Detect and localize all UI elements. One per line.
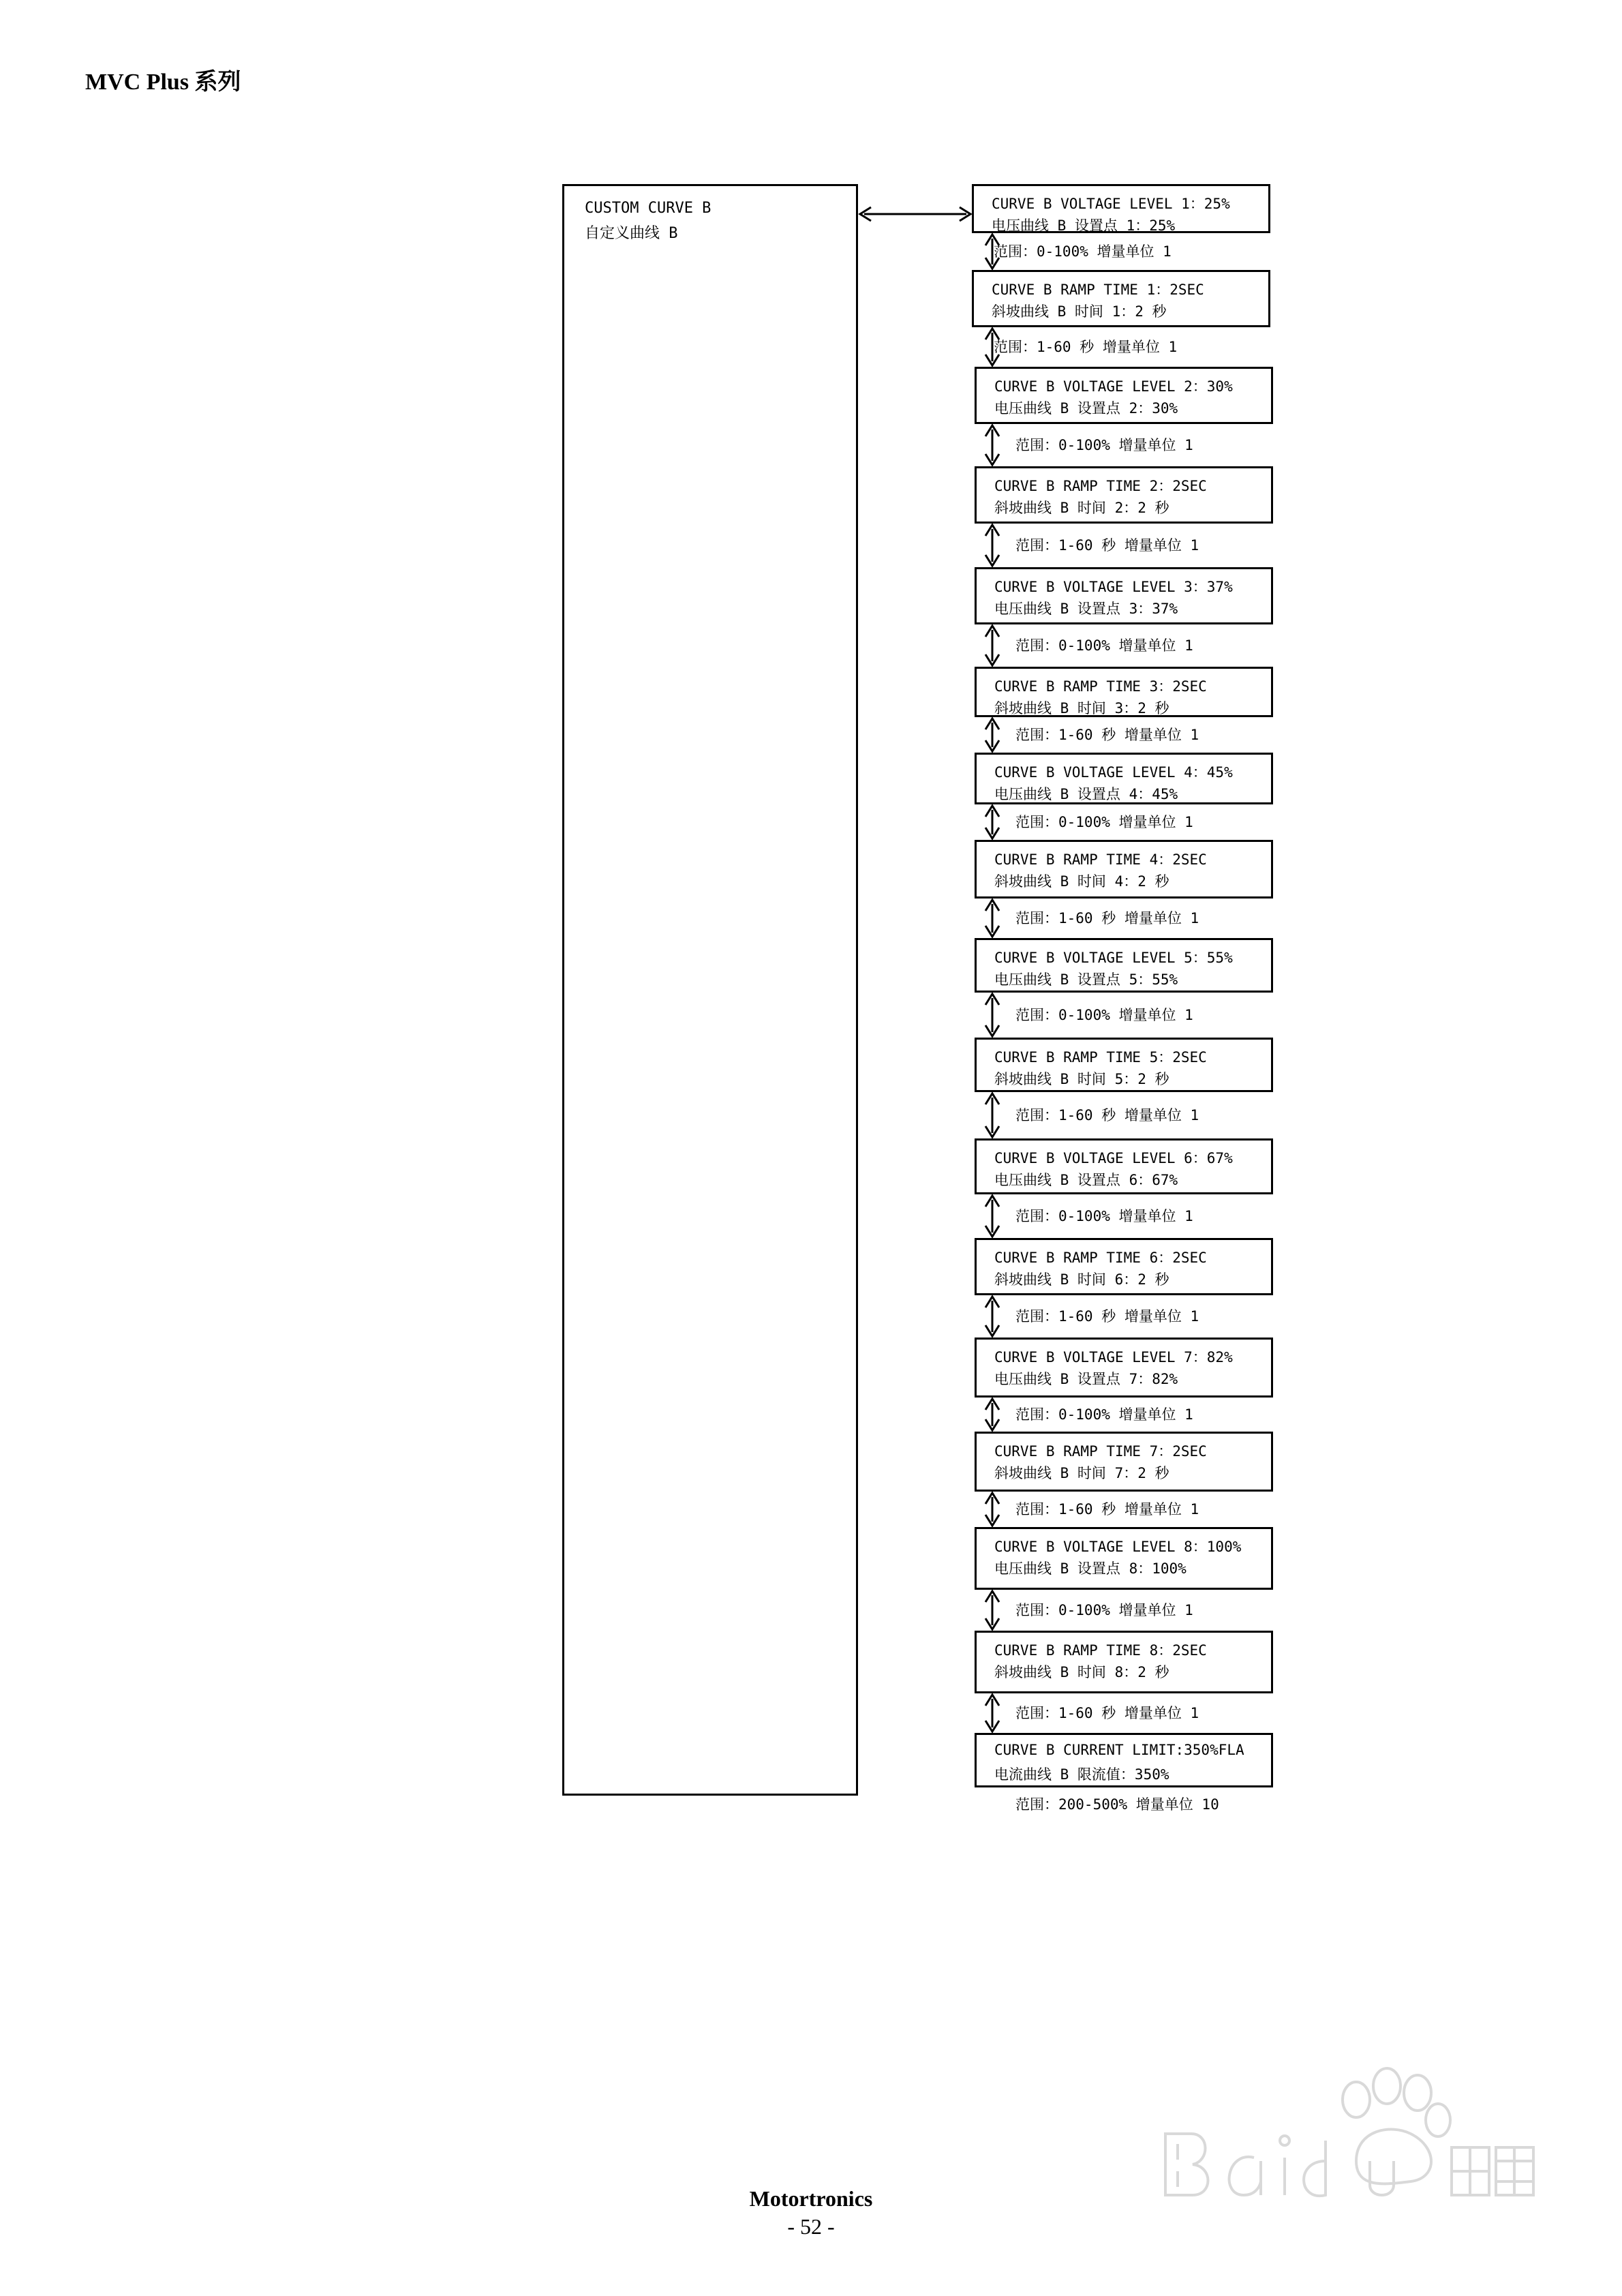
parameter-range-text: 范围：0-100% 增量单位 1 <box>994 243 1172 260</box>
parameter-range-text: 范围：1-60 秒 增量单位 1 <box>1015 1308 1199 1325</box>
parameter-label-cn: 电压曲线 B 设置点 2：30% <box>994 400 1178 417</box>
parameter-box-17 <box>975 1733 1273 1787</box>
parameter-label-en: CURVE B VOLTAGE LEVEL 4：45% <box>994 764 1233 781</box>
parameter-box-7 <box>975 753 1273 804</box>
parameter-label-en: CURVE B VOLTAGE LEVEL 1：25% <box>992 196 1230 212</box>
parameter-box-12 <box>975 1238 1273 1295</box>
parameter-label-en: CURVE B RAMP TIME 6：2SEC <box>994 1250 1207 1266</box>
parameter-range-text: 范围：0-100% 增量单位 1 <box>1015 1007 1193 1023</box>
parameter-range-text: 范围：1-60 秒 增量单位 1 <box>1015 1705 1199 1721</box>
parameter-range-text: 范围：0-100% 增量单位 1 <box>1015 637 1193 654</box>
parameter-range-text: 范围：0-100% 增量单位 1 <box>1015 1208 1193 1224</box>
parameter-box-6 <box>975 667 1273 717</box>
parameter-label-en: CURVE B VOLTAGE LEVEL 6：67% <box>994 1150 1233 1166</box>
parameter-label-en: CURVE B VOLTAGE LEVEL 8：100% <box>994 1539 1242 1555</box>
parameter-range-text: 范围：1-60 秒 增量单位 1 <box>1015 727 1199 743</box>
parameter-label-cn: 斜坡曲线 B 时间 4：2 秒 <box>994 873 1169 890</box>
page-header-title: MVC Plus 系列 <box>85 70 241 95</box>
parameter-label-cn: 电压曲线 B 设置点 5：55% <box>994 971 1178 988</box>
parameter-box-11 <box>975 1138 1273 1194</box>
parameter-label-en: CURVE B RAMP TIME 1：2SEC <box>992 282 1204 298</box>
parameter-box-4 <box>975 466 1273 524</box>
parameter-range-text: 范围：1-60 秒 增量单位 1 <box>1015 1107 1199 1123</box>
parameter-range-text: 范围：0-100% 增量单位 1 <box>1015 437 1193 453</box>
parameter-box-14 <box>975 1432 1273 1492</box>
parameter-label-en: CURVE B CURRENT LIMIT:350%FLA <box>994 1742 1244 1758</box>
parameter-label-en: CURVE B VOLTAGE LEVEL 7：82% <box>994 1349 1233 1365</box>
parameter-label-cn: 电压曲线 B 设置点 6：67% <box>994 1172 1178 1188</box>
parameter-label-cn: 斜坡曲线 B 时间 6：2 秒 <box>994 1271 1169 1288</box>
baidu-watermark-logo <box>1152 2059 1540 2229</box>
parameter-box-8 <box>975 840 1273 898</box>
parameter-label-cn: 斜坡曲线 B 时间 7：2 秒 <box>994 1465 1169 1481</box>
parameter-range-text: 范围：1-60 秒 增量单位 1 <box>1015 1501 1199 1517</box>
parameter-box-5 <box>975 567 1273 624</box>
footer-company: Motortronics <box>749 2186 873 2211</box>
parameter-box-3 <box>975 367 1273 424</box>
parameter-label-cn: 斜坡曲线 B 时间 3：2 秒 <box>994 700 1169 716</box>
parameter-box-13 <box>975 1338 1273 1398</box>
menu-title-cn: 自定义曲线 B <box>585 225 678 242</box>
parameter-label-en: CURVE B RAMP TIME 4：2SEC <box>994 851 1207 868</box>
parameter-box-9 <box>975 938 1273 993</box>
parameter-range-text: 范围：0-100% 增量单位 1 <box>1015 1406 1193 1423</box>
parameter-box-10 <box>975 1038 1273 1092</box>
parameter-box-1 <box>972 184 1270 233</box>
page-number: - 52 - <box>787 2214 835 2239</box>
parameter-label-cn: 斜坡曲线 B 时间 8：2 秒 <box>994 1664 1169 1680</box>
parameter-label-en: CURVE B RAMP TIME 3：2SEC <box>994 678 1207 695</box>
parameter-label-cn: 斜坡曲线 B 时间 5：2 秒 <box>994 1071 1169 1087</box>
parameter-range-text: 范围：1-60 秒 增量单位 1 <box>994 339 1178 355</box>
parameter-label-cn: 电压曲线 B 设置点 1：25% <box>992 217 1176 234</box>
parameter-box-2 <box>972 270 1270 327</box>
parameter-label-cn: 斜坡曲线 B 时间 1：2 秒 <box>992 303 1167 320</box>
parameter-label-en: CURVE B VOLTAGE LEVEL 2：30% <box>994 378 1233 395</box>
parameter-label-cn: 斜坡曲线 B 时间 2：2 秒 <box>994 500 1169 516</box>
parameter-label-en: CURVE B RAMP TIME 5：2SEC <box>994 1049 1207 1066</box>
parameter-box-16 <box>975 1631 1273 1693</box>
parameter-label-en: CURVE B VOLTAGE LEVEL 5：55% <box>994 950 1233 966</box>
parameter-label-cn: 电压曲线 B 设置点 4：45% <box>994 786 1178 802</box>
parameter-range-text: 范围：1-60 秒 增量单位 1 <box>1015 910 1199 926</box>
parameter-label-cn: 电压曲线 B 设置点 3：37% <box>994 601 1178 617</box>
parameter-box-15 <box>975 1527 1273 1590</box>
parameter-label-en: CURVE B VOLTAGE LEVEL 3：37% <box>994 579 1233 595</box>
parameter-label-en: CURVE B RAMP TIME 8：2SEC <box>994 1642 1207 1659</box>
parameter-label-cn: 电压曲线 B 设置点 7：82% <box>994 1371 1178 1387</box>
parameter-range-text: 范围：1-60 秒 增量单位 1 <box>1015 537 1199 554</box>
parameter-label-cn: 电流曲线 B 限流值：350% <box>994 1766 1169 1783</box>
parameter-range-text: 范围：0-100% 增量单位 1 <box>1015 814 1193 830</box>
parameter-label-cn: 电压曲线 B 设置点 8：100% <box>994 1560 1187 1577</box>
parameter-label-en: CURVE B RAMP TIME 7：2SEC <box>994 1443 1207 1460</box>
parameter-range-text: 范围：0-100% 增量单位 1 <box>1015 1602 1193 1618</box>
parameter-label-en: CURVE B RAMP TIME 2：2SEC <box>994 478 1207 494</box>
parameter-range-text: 范围：200-500% 增量单位 10 <box>1015 1796 1219 1813</box>
menu-title-en: CUSTOM CURVE B <box>585 200 711 217</box>
